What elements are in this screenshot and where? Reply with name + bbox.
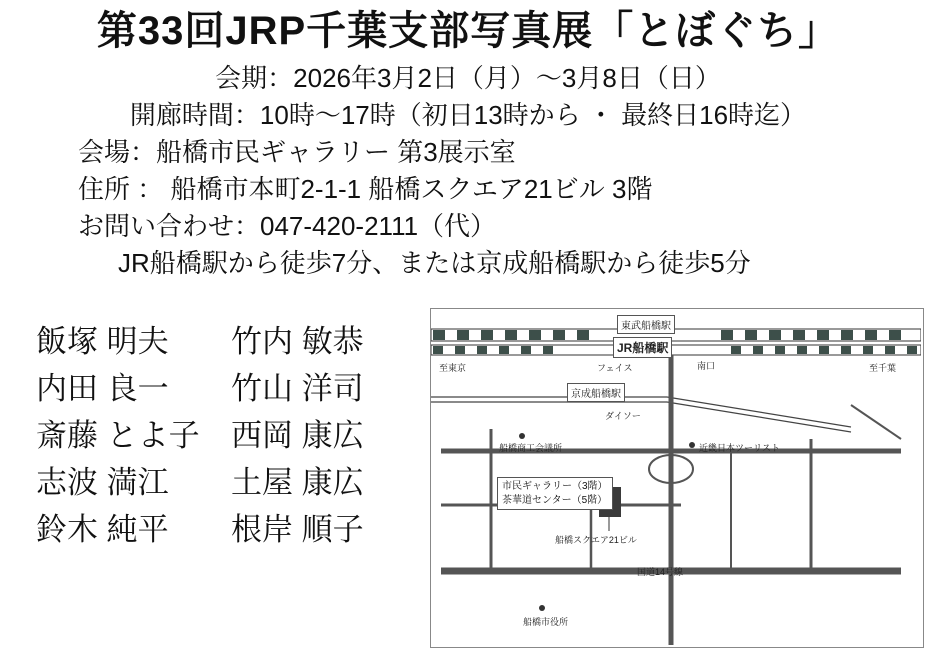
- map-label-city-hall: 船橋市役所: [523, 617, 569, 627]
- map-label-kinki-nippon-tourist: 近畿日本ツーリスト: [699, 443, 780, 453]
- exhibitor-list: [36, 326, 426, 561]
- map-label-square21-building: 船橋スクエア21ビル: [555, 535, 637, 545]
- exhibitor-name: 竹内 敏恭: [231, 324, 364, 359]
- map-dot-kinki-nippon-tourist: [689, 442, 695, 448]
- exhibitor-name: 内田 良一: [36, 371, 169, 406]
- info-line-venue: 会場：船橋市民ギャラリー 第3展示室: [78, 136, 516, 167]
- map-label-to-chiba: 至千葉: [869, 363, 897, 373]
- flyer-page: [0, 8, 936, 657]
- info-line-contact: お問い合わせ：047-420-2111（代）: [78, 210, 497, 241]
- map-label-daiso: ダイソー: [605, 411, 641, 421]
- list-item: [36, 373, 426, 404]
- map-label-chamber-of-commerce: 船橋商工会議所: [499, 443, 563, 453]
- map-dot-chamber-of-commerce: [519, 433, 525, 439]
- map-label-tobu-station: 東武船橋駅: [617, 315, 675, 334]
- exhibitor-name: 飯塚 明夫: [36, 324, 169, 359]
- exhibitor-name: 鈴木 純平: [36, 512, 169, 547]
- gallery-line-1: 市民ギャラリー（3階）: [502, 481, 608, 492]
- exhibitor-name: 土屋 康広: [231, 465, 364, 500]
- map-label-face-building: フェイス: [597, 363, 633, 373]
- list-item: [36, 326, 426, 357]
- page-title: 第33回JRP千葉支部写真展「とぼぐち」: [96, 9, 840, 53]
- access-map: [430, 308, 924, 648]
- map-dot-city-hall: [539, 605, 545, 611]
- exhibitor-name: 斎藤 とよ子: [36, 418, 200, 453]
- event-info-block: [0, 60, 936, 281]
- list-item: [36, 420, 426, 451]
- exhibitor-name: 志波 満江: [36, 465, 169, 500]
- exhibitor-name: 根岸 順子: [231, 512, 364, 547]
- info-line-hours: 開廊時間：10時〜17時（初日13時から ・ 最終日16時迄）: [129, 99, 807, 130]
- exhibitor-name: 竹山 洋司: [231, 371, 364, 406]
- list-item: [36, 514, 426, 545]
- gallery-line-2: 茶華道センター（5階）: [502, 494, 608, 506]
- map-label-to-tokyo: 至東京: [439, 363, 467, 373]
- info-line-access: JR船橋駅から徒歩7分、または京成船橋駅から徒歩5分: [118, 247, 751, 278]
- map-label-keisei-funabashi-station: 京成船橋駅: [567, 383, 625, 402]
- info-line-address: 住所 ： 船橋市本町2-1-1 船橋スクエア21ビル 3階: [78, 173, 653, 204]
- lower-section: [0, 308, 936, 657]
- map-label-route-14: 国道14号線: [637, 567, 684, 577]
- info-line-dates: 会期：2026年3月2日（月）〜3月8日（日）: [215, 63, 721, 93]
- exhibitor-name: 西岡 康広: [231, 418, 364, 453]
- map-label-gallery-building: [497, 477, 613, 510]
- list-item: [36, 467, 426, 498]
- map-label-south-exit: 南口: [697, 361, 716, 371]
- map-label-jr-funabashi-station: JR船橋駅: [613, 337, 672, 358]
